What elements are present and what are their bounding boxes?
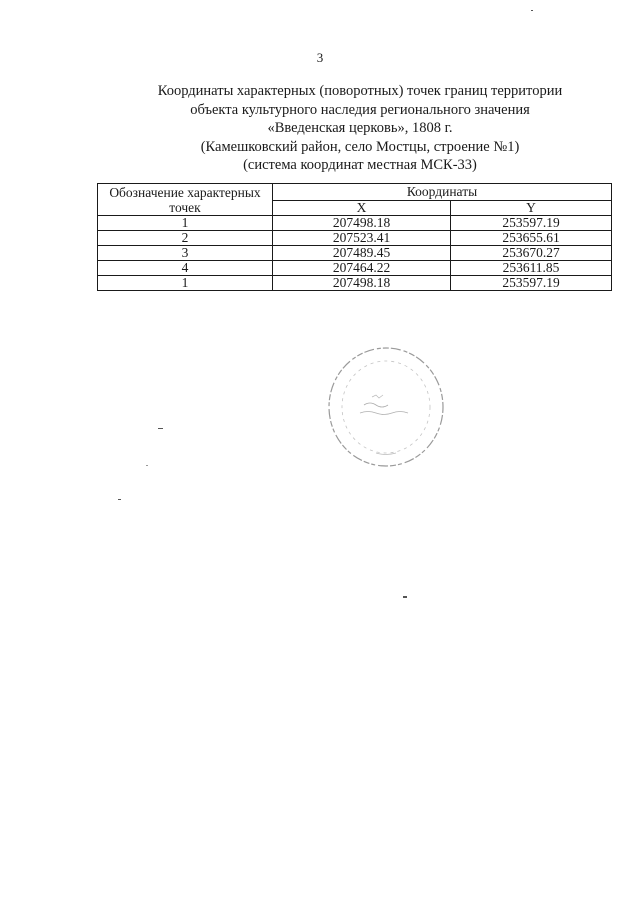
table-row [98, 216, 612, 231]
point-cell: 1 [98, 276, 273, 291]
point-cell: 1 [98, 216, 273, 231]
y-cell: 253611.85 [451, 261, 612, 276]
point-cell: 4 [98, 261, 273, 276]
coordinates-table [97, 183, 612, 291]
page-number: 3 [316, 50, 324, 65]
scan-speck [403, 596, 407, 598]
x-cell: 207464.22 [273, 261, 451, 276]
table-row [98, 261, 612, 276]
table-row [98, 276, 612, 291]
x-cell: 207498.18 [273, 216, 451, 231]
heading-line-1: Координаты характерных (поворотных) точек границ территории [157, 83, 563, 99]
document-heading [60, 82, 640, 175]
scan-speck [531, 10, 533, 11]
coordinates-header: Координаты [273, 184, 612, 201]
scan-speck [118, 499, 121, 500]
scan-speck [146, 465, 148, 466]
y-column-header: Y [451, 201, 612, 216]
scan-speck [158, 428, 163, 429]
heading-line-3: «Введенская церковь», 1808 г. [267, 120, 453, 136]
heading-line-5: (система координат местная МСК-33) [243, 157, 477, 173]
x-cell: 207523.41 [273, 231, 451, 246]
x-cell: 207498.18 [273, 276, 451, 291]
x-cell: 207489.45 [273, 246, 451, 261]
heading-line-2: объекта культурного наследия регионального значения [190, 101, 530, 118]
point-designation-header: Обозначение характерных точек [98, 184, 273, 216]
x-column-header: X [273, 201, 451, 216]
table-row [98, 231, 612, 246]
y-cell: 253655.61 [451, 231, 612, 246]
y-cell: 253597.19 [451, 276, 612, 291]
faint-seal-stamp [326, 345, 448, 471]
point-cell: 2 [98, 231, 273, 246]
y-cell: 253670.27 [451, 246, 612, 261]
heading-line-4: (Камешковский район, село Мостцы, строение №1) [200, 138, 520, 155]
y-cell: 253597.19 [451, 216, 612, 231]
table-row [98, 246, 612, 261]
point-cell: 3 [98, 246, 273, 261]
